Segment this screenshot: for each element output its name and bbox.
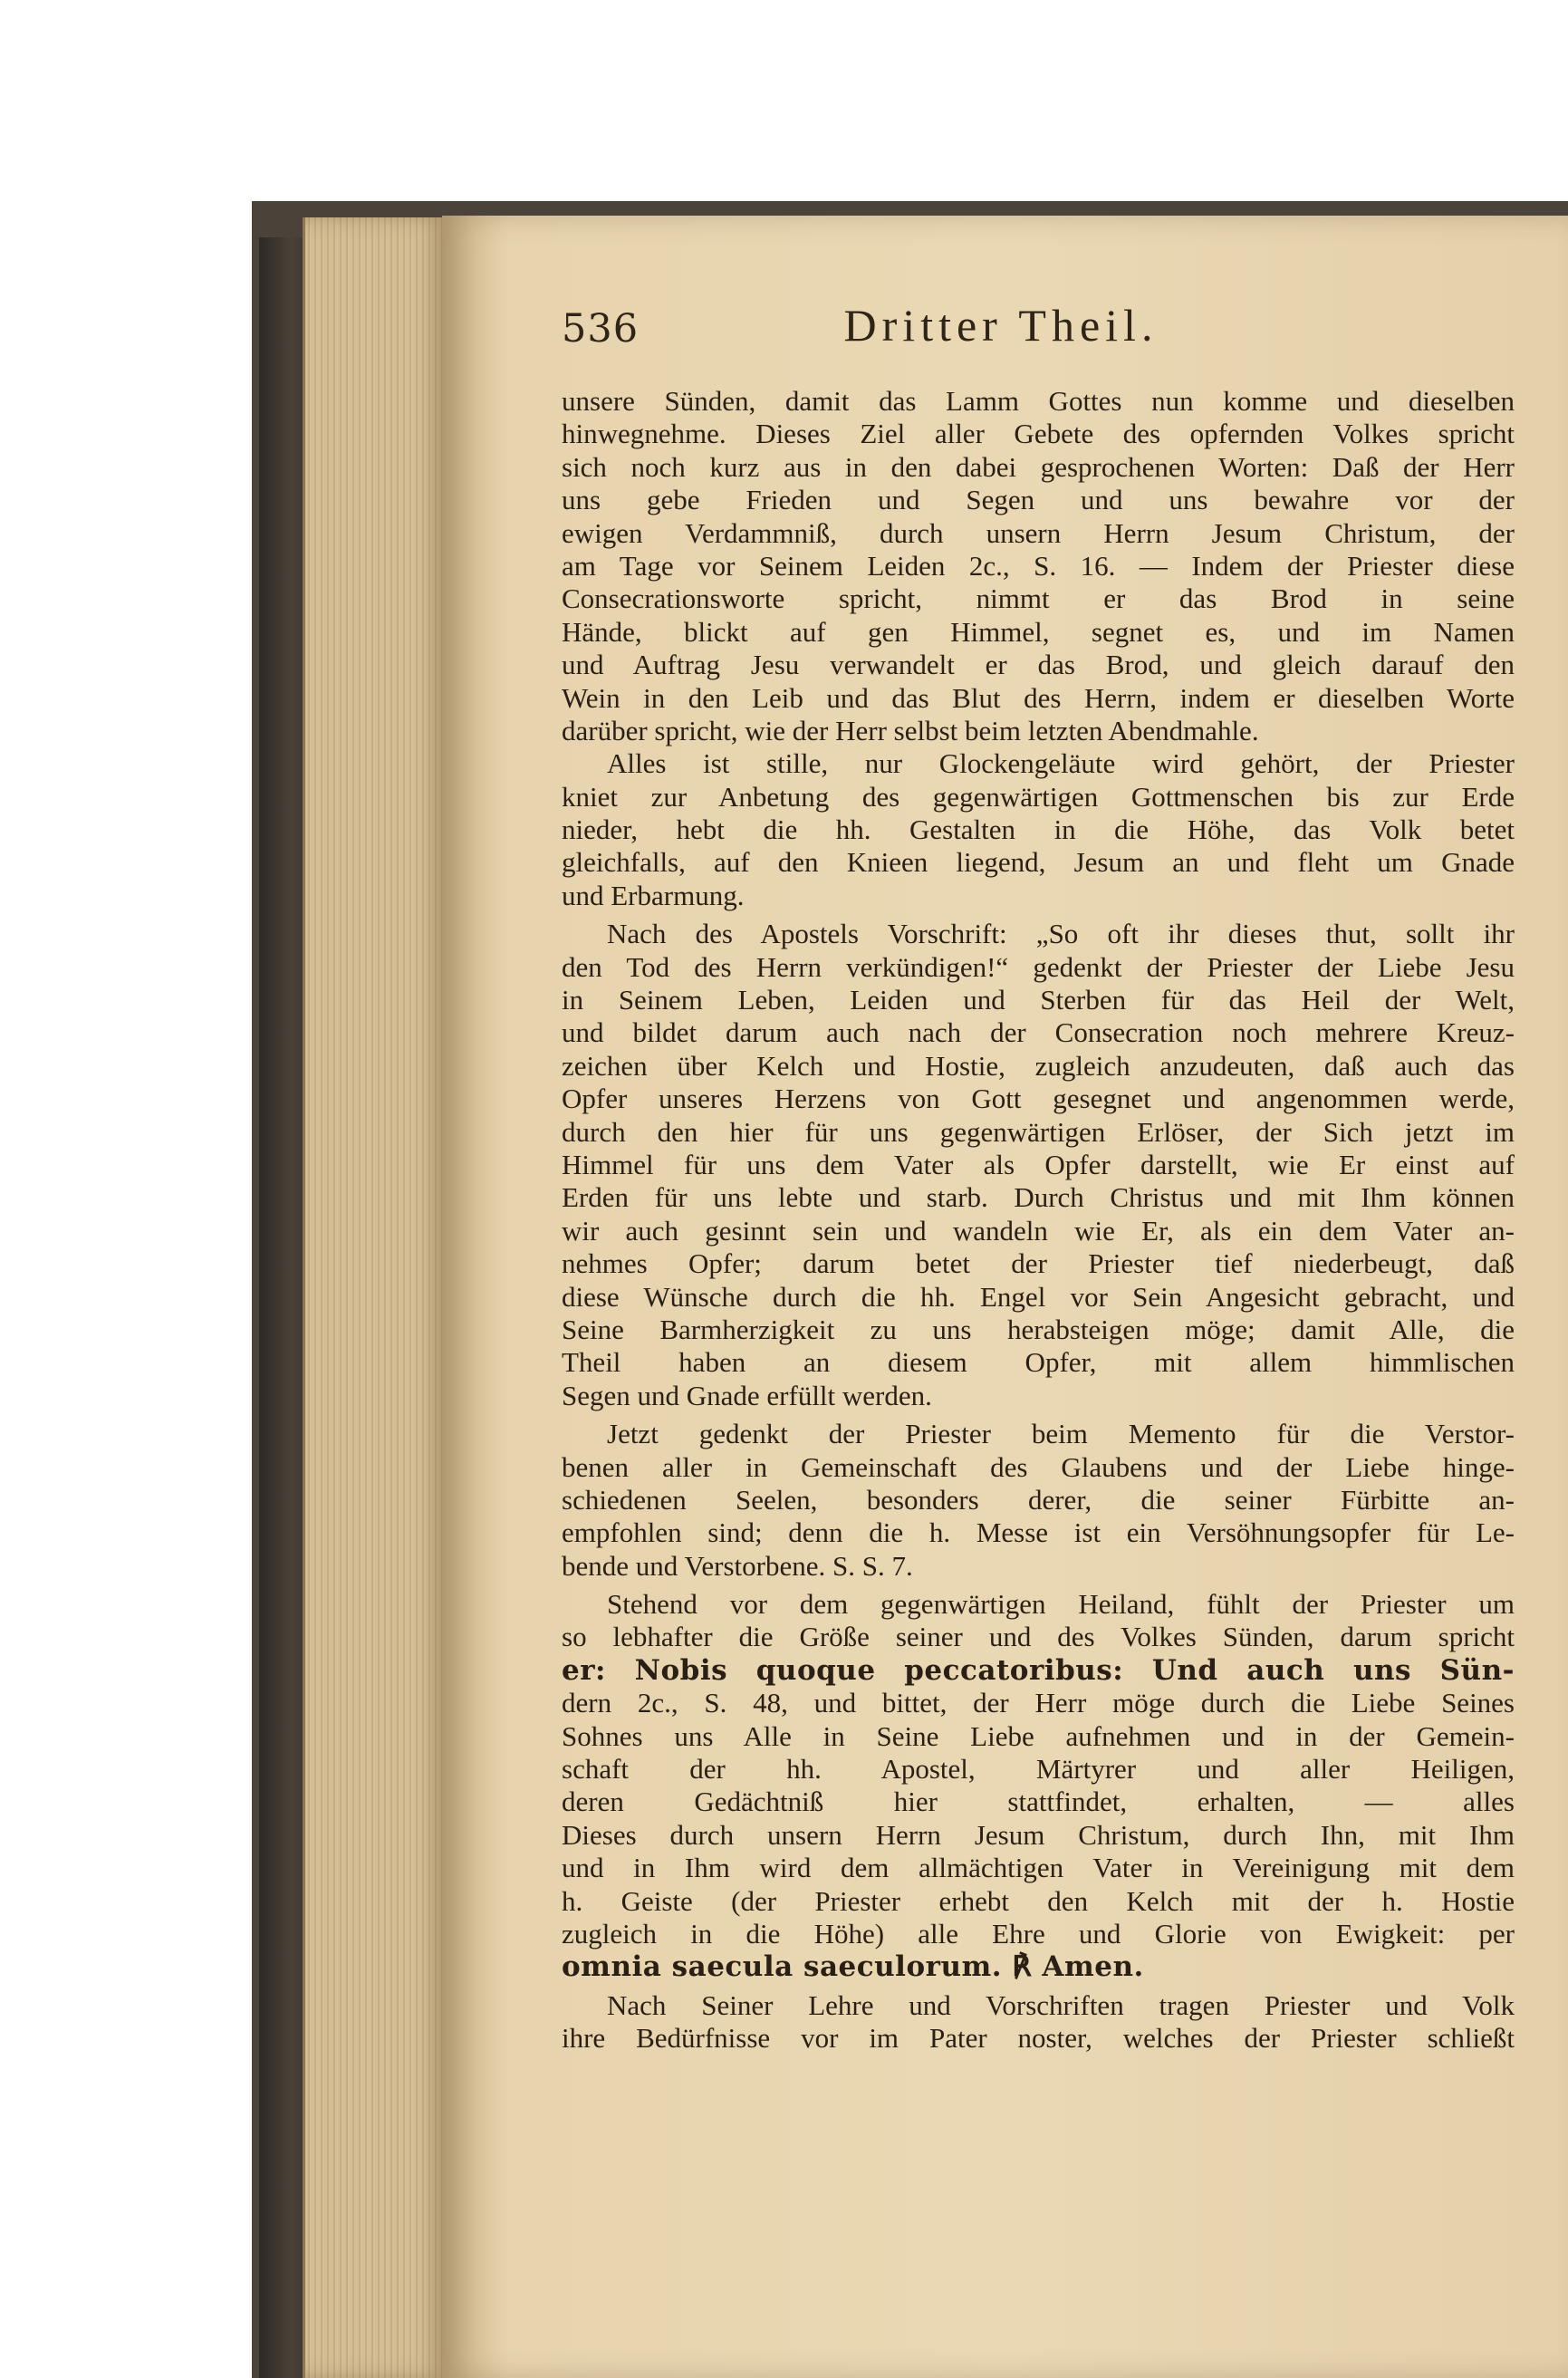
text-line: am Tage vor Seinem Leiden 2c., S. 16. — Indem der Priester diese [562,549,1515,582]
text-line: in Seinem Leben, Leiden und Sterben für das Heil der Welt, [562,984,1515,1016]
text-line: gleichfalls, auf den Knieen liegend, Jesum an und fleht um Gnade [562,846,1515,879]
text-line: ihre Bedürfnisse vor im Pater noster, welches der Priester schließt [562,2022,1515,2055]
text-line: Himmel für uns dem Vater als Opfer darstellt, wie Er einst auf [562,1148,1515,1180]
text-line: nieder, hebt die hh. Gestalten in die Höhe, das Volk betet [562,814,1515,846]
text-line: Sohnes uns Alle in Seine Liebe aufnehmen und in der Gemein- [562,1719,1515,1752]
text-line: Seine Barmherzigkeit zu uns herabsteigen möge; damit Alle, die [562,1313,1515,1345]
text-line: Wein in den Leib und das Blut des Herrn, indem er dieselben Worte [562,681,1515,714]
text-line: Alles ist stille, nur Glockengeläute wird gehört, der Priester [607,747,1515,780]
page-edges [303,217,450,2378]
text-line: Erden für uns lebte und starb. Durch Christus und mit Ihm können [562,1181,1515,1214]
text-line: deren Gedächtniß hier stattfindet, erhalten, — alles [562,1786,1515,1818]
text-line: den Tod des Herrn verkündigen!“ gedenkt der Priester der Liebe Jesu [562,950,1515,983]
text-line: diese Wünsche durch die hh. Engel vor Sein Angesicht gebracht, und [562,1280,1515,1313]
text-line: unsere Sünden, damit das Lamm Gottes nun komme und dieselben [562,385,1515,417]
text-line: Theil haben an diesem Opfer, mit allem himmlischen [562,1346,1515,1379]
text-line: uns gebe Frieden und Segen und uns bewahre vor der [562,484,1515,516]
text-line: Segen und Gnade erfüllt werden. [562,1379,932,1411]
text-line: bende und Verstorbene. S. S. 7. [562,1549,913,1582]
text-line: ewigen Verdammniß, durch unsern Herrn Jesum Christum, der [562,516,1515,549]
text-line: hinwegnehme. Dieses Ziel aller Gebete des opfernden Volkes spricht [562,418,1515,450]
text-line: schaft der hh. Apostel, Märtyrer und aller Heiligen, [562,1753,1515,1786]
text-line: wir auch gesinnt sein und wandeln wie Er, als ein dem Vater an- [562,1214,1515,1247]
text-line: nehmes Opfer; darum betet der Priester tief niederbeugt, daß [562,1247,1515,1280]
text-line: omnia saecula saeculorum. ℟ Amen. [562,1950,1144,1984]
text-line: und in Ihm wird dem allmächtigen Vater in Vereinigung mit dem [562,1852,1515,1884]
text-line: Consecrationsworte spricht, nimmt er das Brod in seine [562,582,1515,615]
text-line: Nach Seiner Lehre und Vorschriften tragen Priester und Volk [607,1988,1515,2021]
text-line: er: Nobis quoque peccatoribus: Und auch uns Sün- [562,1653,1515,1687]
text-line: so lebhafter die Größe seiner und des Volkes Sünden, darum spricht [562,1621,1515,1653]
text-line: durch den hier für uns gegenwärtigen Erlöser, der Sich jetzt im [562,1115,1515,1148]
text-line: Opfer unseres Herzens von Gott gesegnet und angenommen werde, [562,1083,1515,1115]
text-line: schiedenen Seelen, besonders derer, die seiner Fürbitte an- [562,1483,1515,1516]
text-line: zugleich in die Höhe) alle Ehre und Glorie von Ewigkeit: per [562,1917,1515,1950]
text-line: Dieses durch unsern Herrn Jesum Christum, durch Ihn, mit Ihm [562,1818,1515,1851]
text-line: benen aller in Gemeinschaft des Glaubens und der Liebe hinge- [562,1450,1515,1483]
text-line: Nach des Apostels Vorschrift: „So oft ihr dieses thut, sollt ihr [607,918,1515,950]
text-line: sich noch kurz aus in den dabei gesprochenen Worten: Daß der Herr [562,450,1515,483]
text-line: zeichen über Kelch und Hostie, zugleich anzudeuten, daß auch das [562,1049,1515,1082]
text-line: Jetzt gedenkt der Priester beim Memento für die Verstor- [607,1418,1515,1450]
text-line: und bildet darum auch nach der Consecration noch mehrere Kreuz- [562,1016,1515,1049]
text-line: und Erbarmung. [562,879,745,911]
text-line: empfohlen sind; denn die h. Messe ist ein Versöhnungsopfer für Le- [562,1516,1515,1549]
running-head [562,299,1567,370]
text-line: darüber spricht, wie der Herr selbst beim letzten Abendmahle. [562,714,1259,746]
part-title: Dritter Theil. [843,300,1159,351]
text-line: und Auftrag Jesu verwandelt er das Brod, und gleich darauf den [562,649,1515,681]
text-line: kniet zur Anbetung des gegenwärtigen Gottmenschen bis zur Erde [562,780,1515,813]
page-number: 536 [562,306,640,351]
text-line: dern 2c., S. 48, und bittet, der Herr möge durch die Liebe Seines [562,1687,1515,1719]
text-line: Hände, blickt auf gen Himmel, segnet es, und im Namen [562,615,1515,648]
body-text [562,385,1515,2055]
text-line: h. Geiste (der Priester erhebt den Kelch mit der h. Hostie [562,1884,1515,1917]
text-line: Stehend vor dem gegenwärtigen Heiland, fühlt der Priester um [607,1588,1515,1621]
